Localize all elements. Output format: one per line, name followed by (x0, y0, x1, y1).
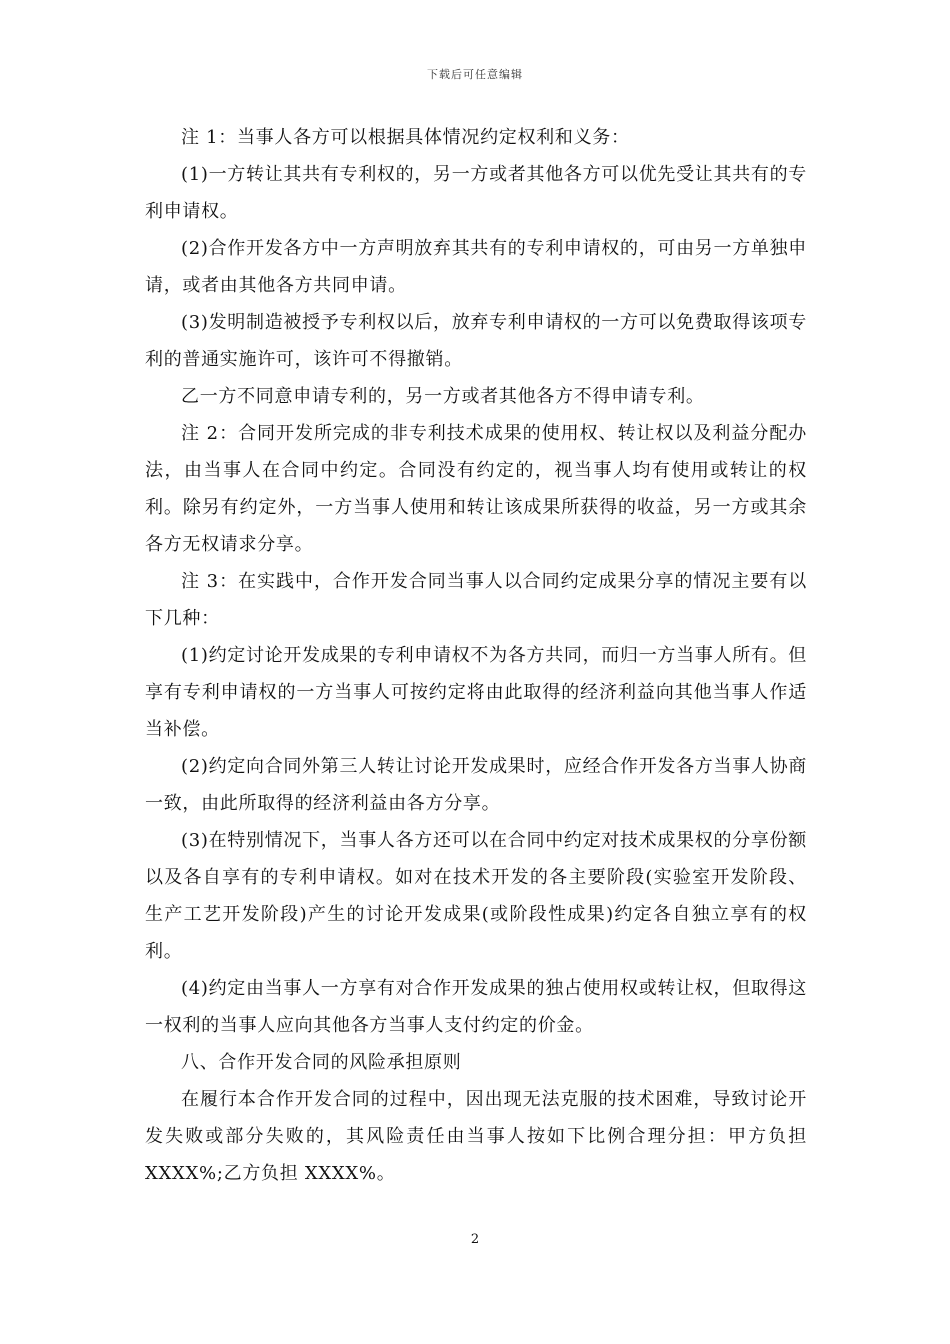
paragraph: 在履行本合作开发合同的过程中，因出现无法克服的技术困难，导致讨论开发失败或部分失败的，其风险责任由当事人按如下比例合理分担：甲方负担XXXX%;乙方负担 XXXX%。 (145, 1089, 807, 1184)
section-heading: 八、合作开发合同的风险承担原则 (181, 1052, 462, 1073)
paragraph: 注 1：当事人各方可以根据具体情况约定权利和义务： (181, 127, 630, 148)
paragraph: 注 3：在实践中，合作开发合同当事人以合同约定成果分享的情况主要有以下几种： (145, 571, 807, 629)
paragraph: 乙一方不同意申请专利的，另一方或者其他各方不得申请专利。 (181, 386, 705, 407)
paragraph: (4)约定由当事人一方享有对合作开发成果的独占使用权或转让权，但取得这一权利的当事人应向其他各方当事人支付约定的价金。 (145, 978, 807, 1036)
paragraph: (3)在特别情况下，当事人各方还可以在合同中约定对技术成果权的分享份额以及各自享有的专利申请权。如对在技术开发的各主要阶段(实验室开发阶段、生产工艺开发阶段)产生的讨论开发成果(或阶段性成果)约定各自独立享有的权利。 (145, 830, 807, 962)
paragraph: (1)一方转让其共有专利权的，另一方或者其他各方可以优先受让其共有的专利申请权。 (145, 164, 807, 222)
page-number: 2 (470, 1232, 480, 1247)
document-body (145, 119, 807, 1192)
paragraph: 注 2：合同开发所完成的非专利技术成果的使用权、转让权以及利益分配办法，由当事人在合同中约定。合同没有约定的，视当事人均有使用或转让的权利。除另有约定外，一方当事人使用和转让该成果所获得的收益，另一方或其余各方无权请求分享。 (145, 423, 807, 555)
header-note: 下载后可任意编辑 (427, 68, 523, 81)
paragraph: (2)约定向合同外第三人转让讨论开发成果时，应经合作开发各方当事人协商一致，由此所取得的经济利益由各方分享。 (145, 756, 807, 814)
paragraph: (2)合作开发各方中一方声明放弃其共有的专利申请权的，可由另一方单独申请，或者由其他各方共同申请。 (145, 238, 807, 296)
paragraph: (1)约定讨论开发成果的专利申请权不为各方共同，而归一方当事人所有。但享有专利申请权的一方当事人可按约定将由此取得的经济利益向其他当事人作适当补偿。 (145, 645, 807, 740)
paragraph: (3)发明制造被授予专利权以后，放弃专利申请权的一方可以免费取得该项专利的普通实施许可，该许可不得撤销。 (145, 312, 807, 370)
